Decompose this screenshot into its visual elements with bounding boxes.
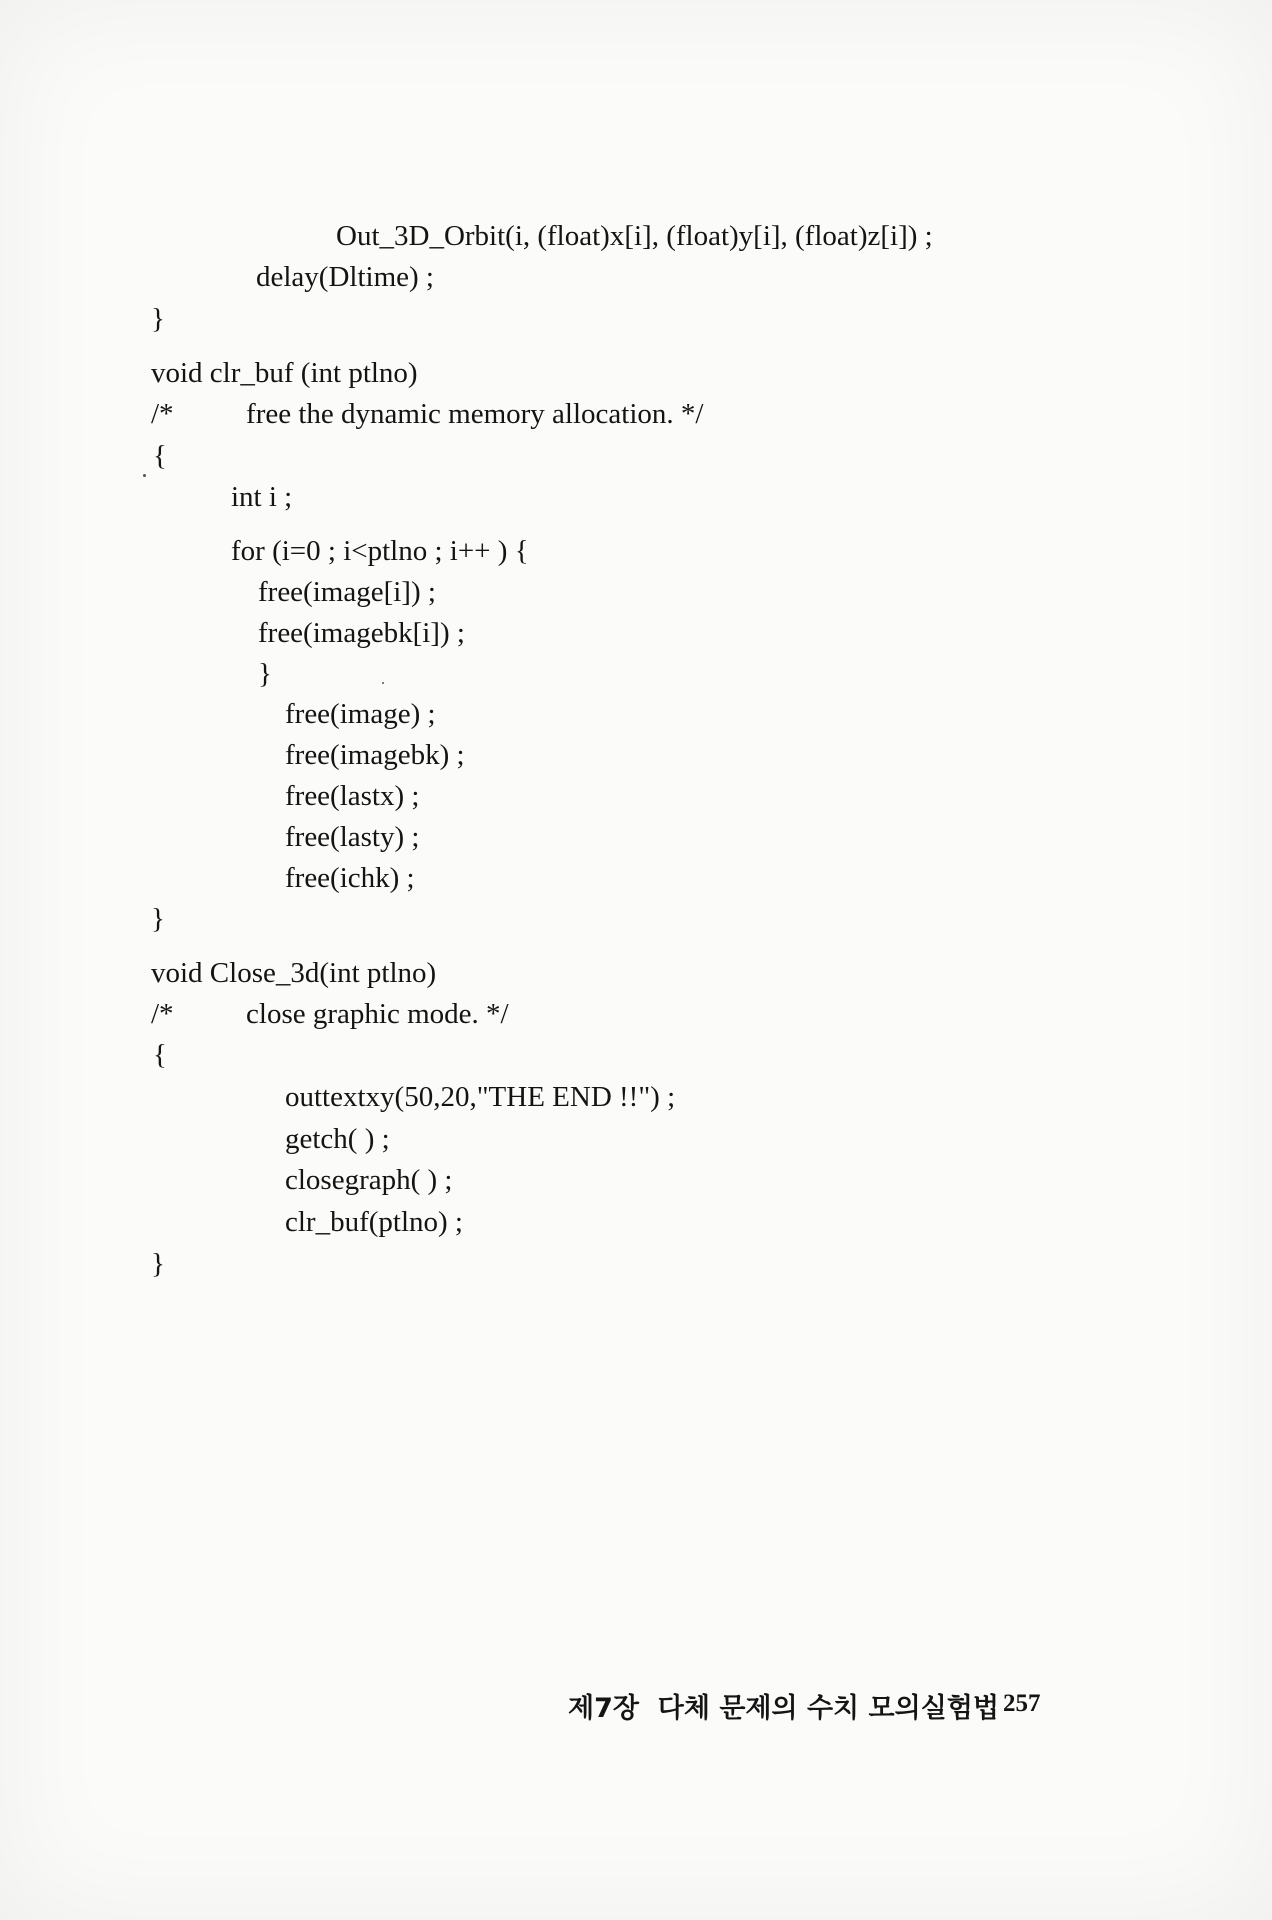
code-line: outtextxy(50,20,"THE END !!") ; [285,1081,676,1113]
code-line: } [258,658,272,690]
code-line: { [153,440,167,472]
code-line: free(imagebk) ; [285,739,465,771]
code-line: void Close_3d(int ptlno) [151,957,437,989]
running-footer-chapter-title: 제7장 다체 문제의 수치 모의실험법 [568,1693,999,1724]
code-line: Out_3D_Orbit(i, (float)x[i], (float)y[i], (float)z[i]) ; [336,220,933,252]
code-line: for (i=0 ; i<ptlno ; i++ ) { [231,535,529,567]
code-line: { [153,1039,167,1071]
page-number: 257 [1003,1690,1041,1717]
ink-speck [143,474,146,477]
code-line: closegraph( ) ; [285,1164,453,1196]
code-line: free(lasty) ; [285,821,420,853]
code-line: clr_buf(ptlno) ; [285,1206,463,1238]
code-line: free(image[i]) ; [258,576,436,608]
code-line: /* free the dynamic memory allocation. */ [151,398,704,430]
code-line: int i ; [231,481,293,513]
code-line: } [151,1248,165,1280]
code-line: getch( ) ; [285,1123,390,1155]
code-line: free(image) ; [285,698,436,730]
code-line: } [151,903,165,935]
code-line: delay(Dltime) ; [256,261,434,293]
code-line: } [151,303,165,335]
code-line: free(ichk) ; [285,862,415,894]
code-line: free(imagebk[i]) ; [258,617,465,649]
code-line: free(lastx) ; [285,780,420,812]
code-line: /* close graphic mode. */ [151,998,509,1030]
ink-speck [382,682,384,684]
code-line: void clr_buf (int ptlno) [151,357,418,389]
